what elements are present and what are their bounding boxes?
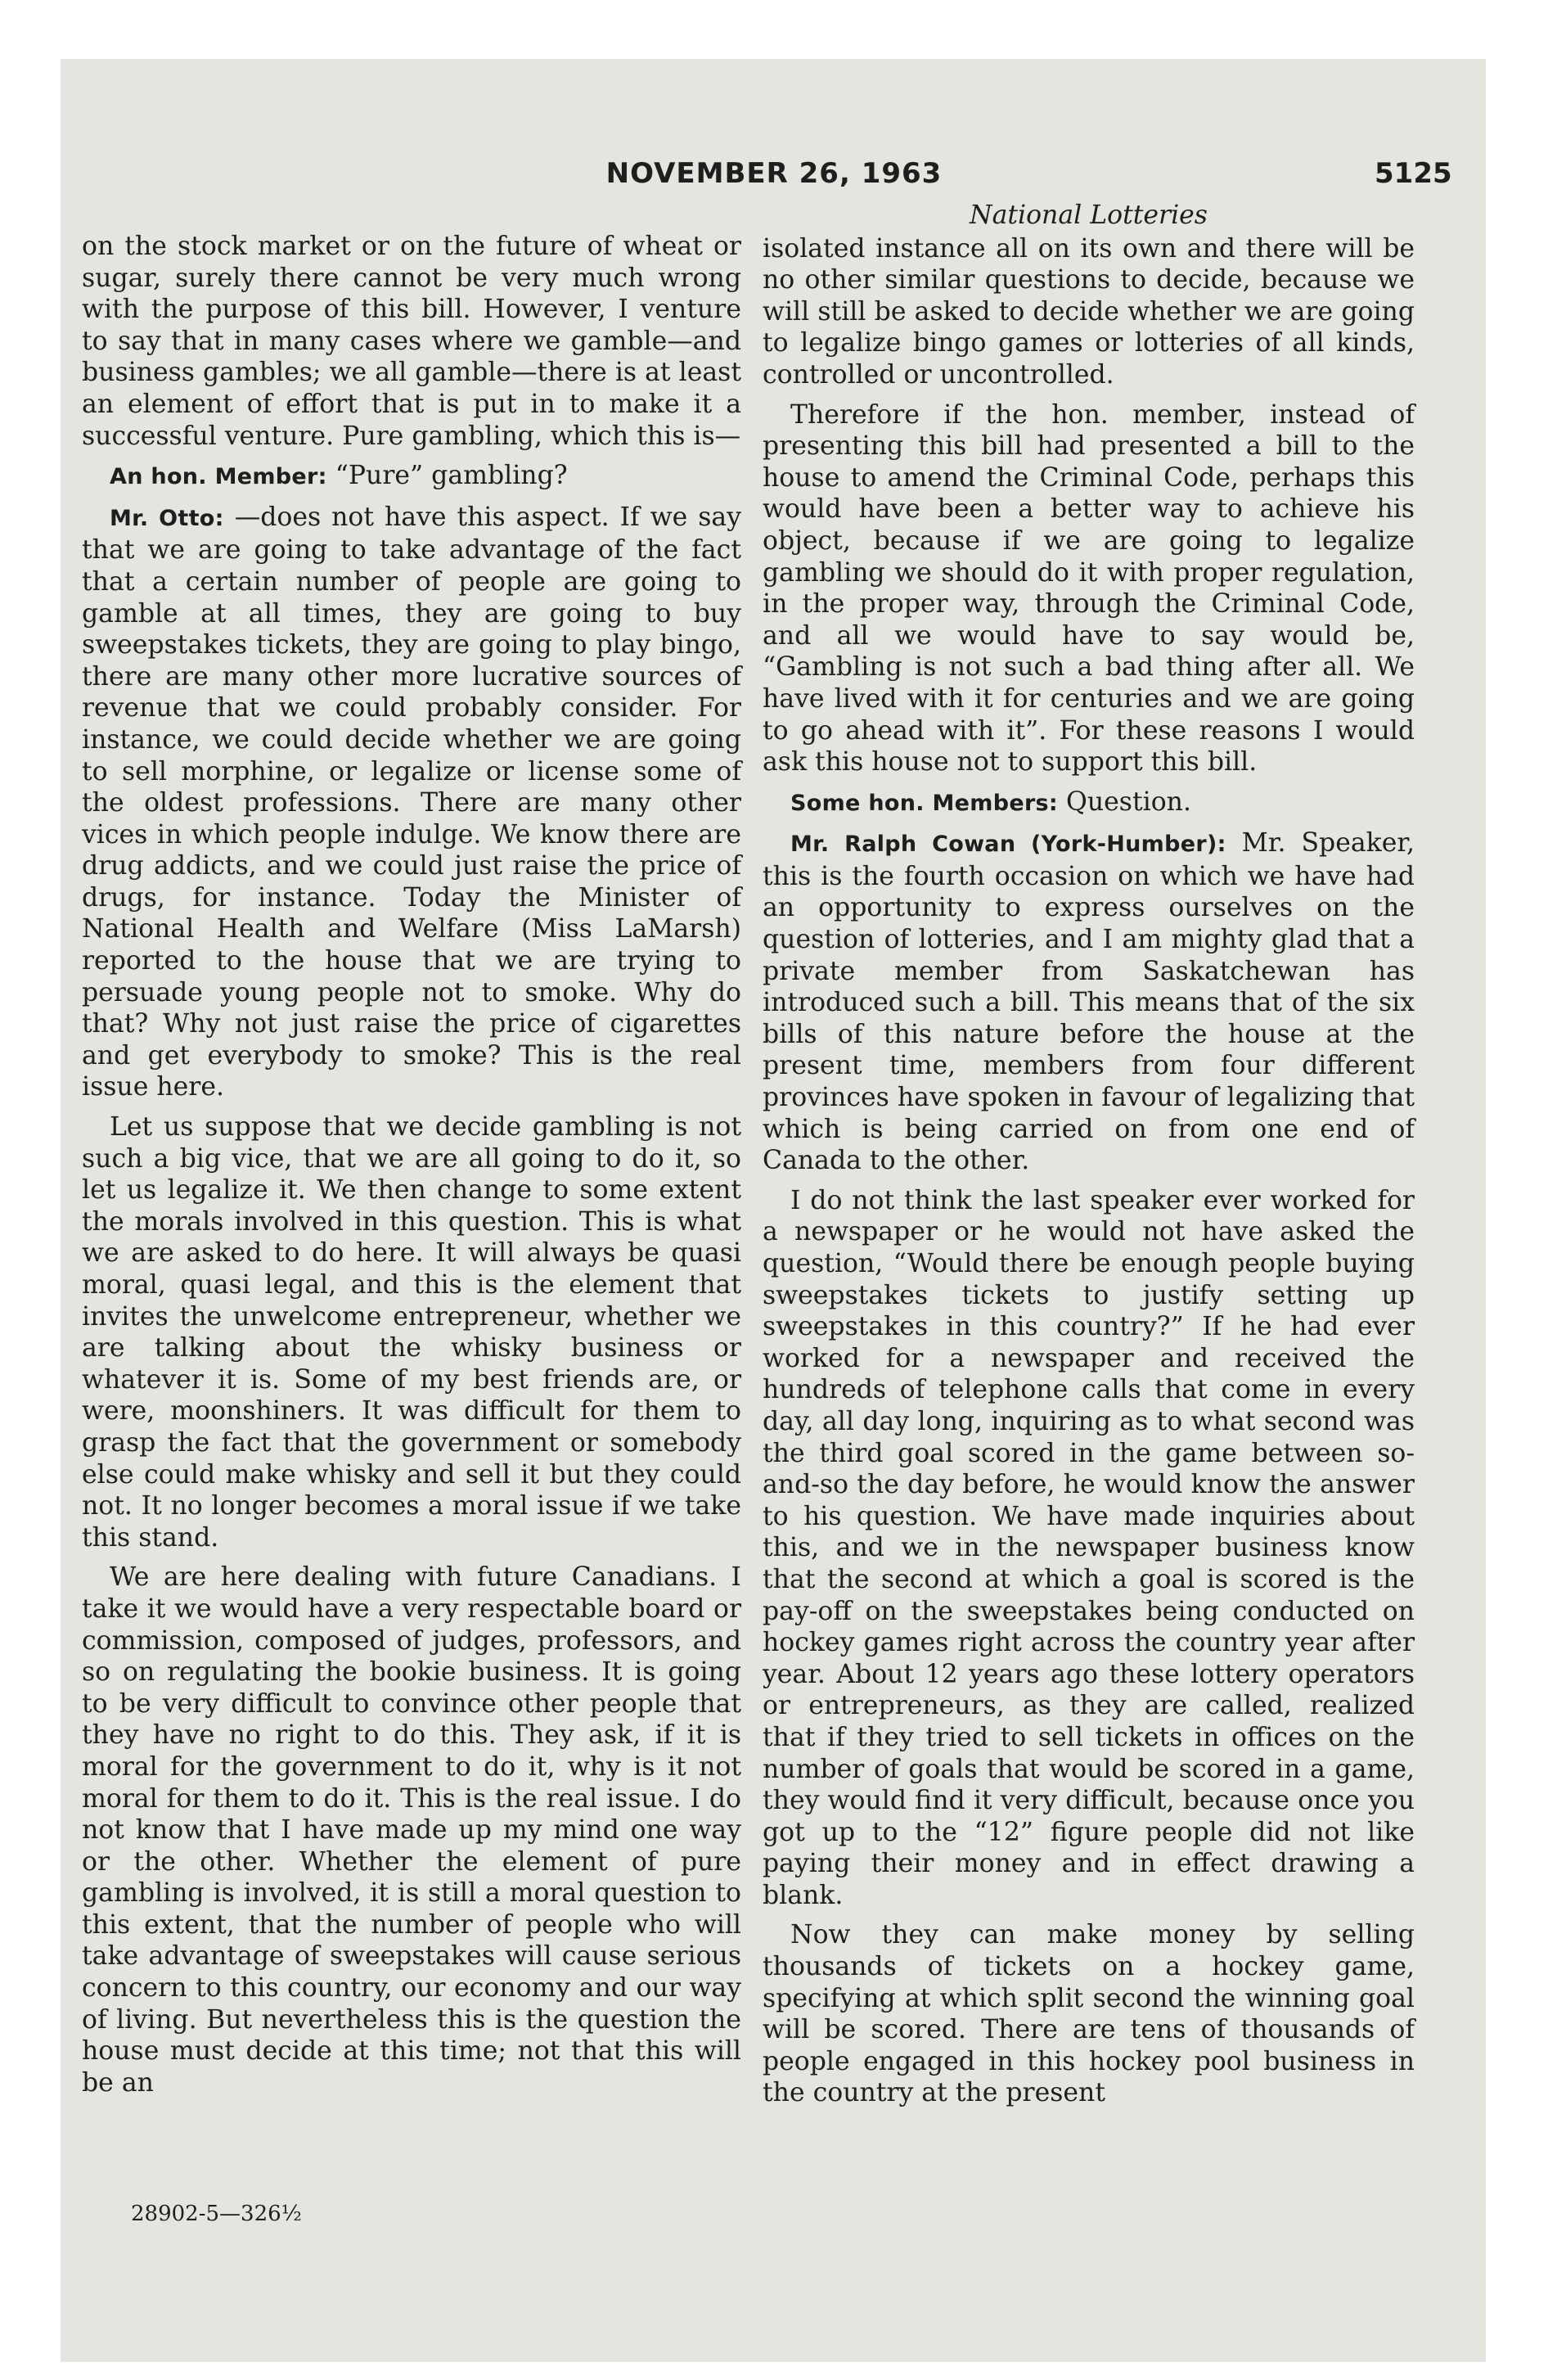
page-number: 5125 [1375, 157, 1452, 190]
left-column [82, 231, 741, 2107]
left-paragraph-4: Let us suppose that we decide gambling is not such a big vice, that we are all going to do it, so let us legalize it. We then change to some extent the morals involved in this question. This is what we are asked to do here. It will always be quasi moral, quasi legal, and this is the element that invites the unwelcome entrepreneur, whether we are talking about the whisky business or whatever it is. Some of my best friends are, or were, moonshiners. It was difficult for them to grasp the fact that the government or somebody else could make whisky and sell it but they could not. It no longer becomes a moral issue if we take this stand. [82, 1112, 741, 1553]
speech-text: Mr. Speaker, this is the fourth occasion on which we have had an opportunity to express ourselves on the question of lotteries, and I am mighty glad that a private member from Saskatchewan has introduced such a bill. This means that of the six bills of this nature before the house at the present time, members from four different provinces have spoken in favour of legalizing that which is being carried on from one end of Canada to the other. [763, 828, 1415, 1176]
speech-text: “Pure” gambling? [326, 461, 568, 491]
left-paragraph-1: on the stock market or on the future of wheat or sugar, surely there cannot be very much wrong with the purpose of this bill. However, I venture to say that in many cases where we gamble—and business gambles; we all gamble—there is at least an element of effort that is put in to make it a successful venture. Pure gambling, which this is— [82, 232, 741, 451]
speech-text: —does not have this aspect. If we say that we are going to take advantage of the fact that a certain number of people are going to gamble at all times, they are going to buy sweepstakes tickets, they are going to play bingo, there are many other more lucrative sources of revenue that we could probably consider. For instance, we could decide whether we are going to sell morphine, or legalize or license some of the oldest professions. There are many other vices in which people indulge. We know there are drug addicts, and we could just raise the price of drugs, for instance. Today the Minister of National Health and Welfare (Miss LaMarsh) reported to the house that we are trying to persuade young people not to smoke. Why do that? Why not just raise the price of cigarettes and get everybody to smoke? This is the real issue here. [82, 502, 742, 1102]
speaker-name: Mr. Otto: [110, 505, 224, 531]
right-paragraph-2: Therefore if the hon. member, instead of presenting this bill had presented a bill to the house to amend the Criminal Code, perhaps this would have been a better way to achieve his object, because if we are going to legalize gambling we should do it with proper regulation, in the proper way, through the Criminal Code, and all we would have to say would be, “Gambling is not such a bad thing after all. We have lived with it for centuries and we are going to go ahead with it”. For these reasons I would ask this house not to support this bill. [763, 399, 1415, 778]
right-paragraph-6: Now they can make money by selling thousands of tickets on a hockey game, specifying at which split second the winning goal will be scored. There are tens of thousands of people engaged in this hockey pool business in the country at the present [763, 1920, 1415, 2108]
left-paragraph-3 [82, 502, 741, 1103]
right-paragraph-5: I do not think the last speaker ever worked for a newspaper or he would not have asked the question, “Would there be enough people buying sweepstakes tickets to justify setting up sweepstakes in this country?” If he had ever worked for a newspaper and received the hundreds of telephone calls that come in every day, all day long, inquiring as to what second was the third goal scored in the game between so-and-so the day before, he would know the answer to his question. We have made inquiries about this, and we in the newspaper business know that the second at which a goal is scored is the pay-off on the sweepstakes being conducted on hockey games right across the country year after year. About 12 years ago these lottery operators or entrepreneurs, as they are called, realized that if they tried to sell tickets in offices on the number of goals that would be scored in a game, they would find it very difficult, because once you got up to the “12” figure people did not like paying their money and in effect drawing a blank. [763, 1185, 1415, 1910]
right-paragraph-3 [763, 787, 1415, 820]
printer-code: 28902-5—326½ [131, 2202, 302, 2226]
right-column [763, 200, 1415, 2117]
left-paragraph-2 [82, 460, 741, 494]
speaker-name: Some hon. Members: [790, 790, 1059, 816]
right-paragraph-4 [763, 827, 1415, 1177]
speech-text: Question. [1058, 787, 1191, 817]
right-paragraph-1: isolated instance all on its own and there will be no other similar questions to decide, because we will still be asked to decide whether we are going to legalize bingo games or lotteries of all kinds, controlled or uncontrolled. [763, 233, 1415, 390]
speaker-name: Mr. Ralph Cowan (York-Humber): [790, 832, 1226, 858]
left-paragraph-5: We are here dealing with future Canadians. I take it we would have a very respectable board or commission, composed of judges, professors, and so on regulating the bookie business. It is going to be very difficult to convince other people that they have no right to do this. They ask, if it is moral for the government to do it, why is it not moral for them to do it. This is the real issue. I do not know that I have made up my mind one way or the other. Whether the element of pure gambling is involved, it is still a moral question to this extent, that the number of people who will take advantage of sweepstakes will cause serious concern to this country, our economy and our way of living. But nevertheless this is the question the house must decide at this time; not that this will be an [82, 1562, 741, 2098]
page-header-date: NOVEMBER 26, 1963 [605, 157, 943, 190]
subject-heading: National Lotteries [970, 201, 1208, 230]
speaker-name: An hon. Member: [110, 464, 327, 490]
